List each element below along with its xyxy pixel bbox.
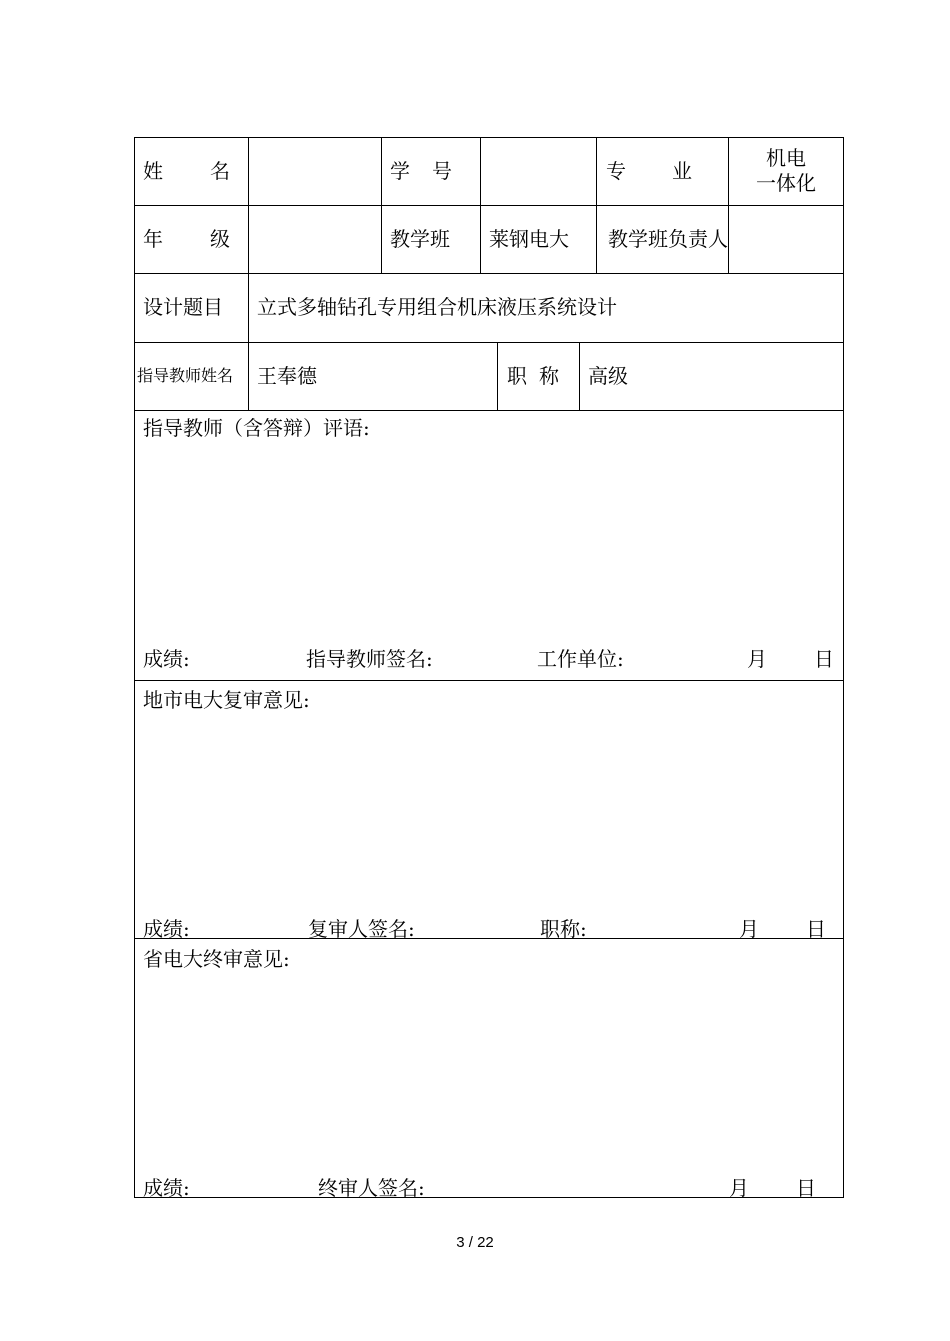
- city-signature-label: 复审人签名:: [308, 917, 415, 941]
- advisor-name-value: 王奉德: [257, 363, 317, 388]
- name-label: 姓 名: [143, 158, 230, 183]
- advisor-name-label: 指导教师姓名: [137, 366, 234, 385]
- professional-title-value: 高级: [588, 363, 628, 388]
- class-label: 教学班: [390, 226, 450, 251]
- row-divider-4: [134, 410, 844, 411]
- city-month-label: 月: [739, 917, 759, 941]
- page-number: 3 / 22: [456, 1234, 494, 1251]
- city-title-label: 职称:: [540, 917, 587, 941]
- advisor-score-label: 成绩:: [143, 647, 190, 671]
- province-month-label: 月: [729, 1176, 749, 1200]
- class-head-label: 教学班负责人: [608, 226, 728, 251]
- major-label: 专 业: [606, 158, 692, 183]
- row-divider-5: [134, 680, 844, 681]
- advisor-day-label: 日: [814, 647, 834, 671]
- grade-label: 年 级: [143, 226, 230, 251]
- grade-value[interactable]: [248, 205, 381, 273]
- advisor-signature-label: 指导教师签名:: [306, 647, 433, 671]
- province-review-heading: 省电大终审意见:: [143, 947, 290, 971]
- city-day-label: 日: [806, 917, 826, 941]
- advisor-comments-heading: 指导教师（含答辩）评语:: [143, 416, 370, 440]
- city-score-label: 成绩:: [143, 917, 190, 941]
- topic-value: 立式多轴钻孔专用组合机床液压系统设计: [257, 295, 617, 319]
- advisor-workplace-label: 工作单位:: [537, 647, 624, 671]
- city-review-heading: 地市电大复审意见:: [143, 688, 310, 712]
- topic-label: 设计题目: [143, 295, 223, 319]
- province-day-label: 日: [796, 1176, 816, 1200]
- province-score-label: 成绩:: [143, 1176, 190, 1200]
- advisor-month-label: 月: [747, 647, 767, 671]
- major-value: 机电 一体化: [756, 146, 816, 195]
- class-head-value[interactable]: [728, 205, 844, 273]
- province-signature-label: 终审人签名:: [318, 1176, 425, 1200]
- row-divider-6: [134, 938, 844, 939]
- name-value[interactable]: [248, 137, 381, 205]
- professional-title-label: 职 称: [507, 363, 559, 388]
- student-id-value[interactable]: [480, 137, 596, 205]
- student-id-label: 学 号: [390, 158, 452, 183]
- class-value: 莱钢电大: [489, 226, 569, 251]
